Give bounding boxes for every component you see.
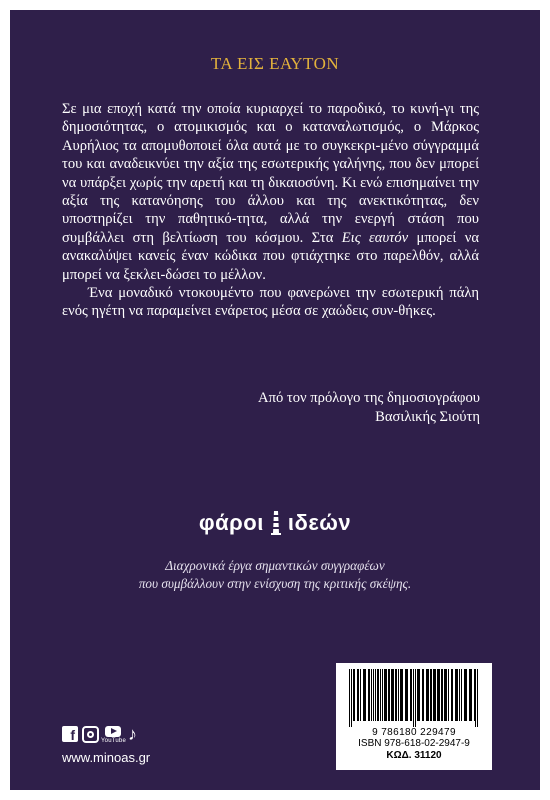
tagline-line-1: Διαχρονικά έργα σημαντικών συγγραφέων (165, 558, 385, 573)
lighthouse-icon (268, 509, 284, 535)
blurb-p1-italic-title: Εις εαυτόν (341, 229, 409, 246)
series-logo-right: ιδεών (287, 510, 352, 535)
isbn-text: ISBN 978-618-02-2947-9 (358, 738, 470, 749)
attribution-line-1: Από τον πρόλογο της δημοσιογράφου (258, 390, 480, 406)
facebook-icon[interactable]: f (62, 726, 78, 742)
series-tagline (10, 557, 540, 593)
blurb-paragraph-1 (62, 100, 479, 284)
social-icons (62, 726, 182, 746)
blurb (62, 100, 479, 321)
tagline-line-2: που συμβάλλουν στην ενίσχυση της κριτικής σκέψης. (138, 576, 412, 591)
youtube-icon[interactable] (102, 726, 124, 746)
blurb-p1-text-end: μπορεί να ανακαλύψει κανείς έναν κώδικα που φτιάχτηκε στο παρελθόν, αλλά μπορεί να ξεκλει-δώσει το μέλλον. (62, 229, 479, 283)
series-logo (10, 510, 540, 537)
product-code: ΚΩΔ. 31120 (386, 750, 442, 761)
attribution (258, 389, 480, 427)
book-title: ΤΑ ΕΙΣ ΕΑΥΤΟΝ (210, 54, 340, 73)
blurb-paragraph-2: Ένα μοναδικό ντοκουμέντο που φανερώνει την εσωτερική πάλη ενός ηγέτη να παραμείνει ενάρετος μέσα σε χαώδεις συν-θήκες. (62, 285, 479, 320)
barcode-image (343, 669, 485, 727)
youtube-label: YouTube (101, 738, 126, 744)
barcode-panel (336, 663, 492, 770)
blurb-p1-text: Σε μια εποχή κατά την οποία κυριαρχεί το παροδικό, το κυνή-γι της δημοσιότητας, ο ατομικισμός και ο καταναλωτισμός, ο Μάρκος Αυρήλιος τα απομυθοποιεί όλα αυτά με το συγκεκρι-μένο σύγγραμμά του και αναδεικνύει την αξία της εσωτερικής γαλήνης, που δεν μπορεί να υπάρξει χωρίς την αρετή και τη δικαιοσύνη. Κι ενώ επισημαίνει την αξία της κατανόησης του άλλου και της ανεκτικότητας, δεν υποστηρίζει την παθητικό-τητα, αλλά την ενεργή στάση που συμβάλλει στη βελτίωση του κόσμου. Στα (62, 101, 479, 246)
instagram-icon[interactable] (82, 726, 99, 743)
barcode-digits: 9 786180 229479 (372, 727, 456, 738)
attribution-line-2: Βασιλικής Σιούτη (375, 409, 480, 425)
series-logo-left: φάροι (198, 510, 264, 535)
publisher-website[interactable]: www.minoas.gr (62, 750, 151, 765)
tiktok-icon[interactable]: ♪ (128, 724, 137, 744)
